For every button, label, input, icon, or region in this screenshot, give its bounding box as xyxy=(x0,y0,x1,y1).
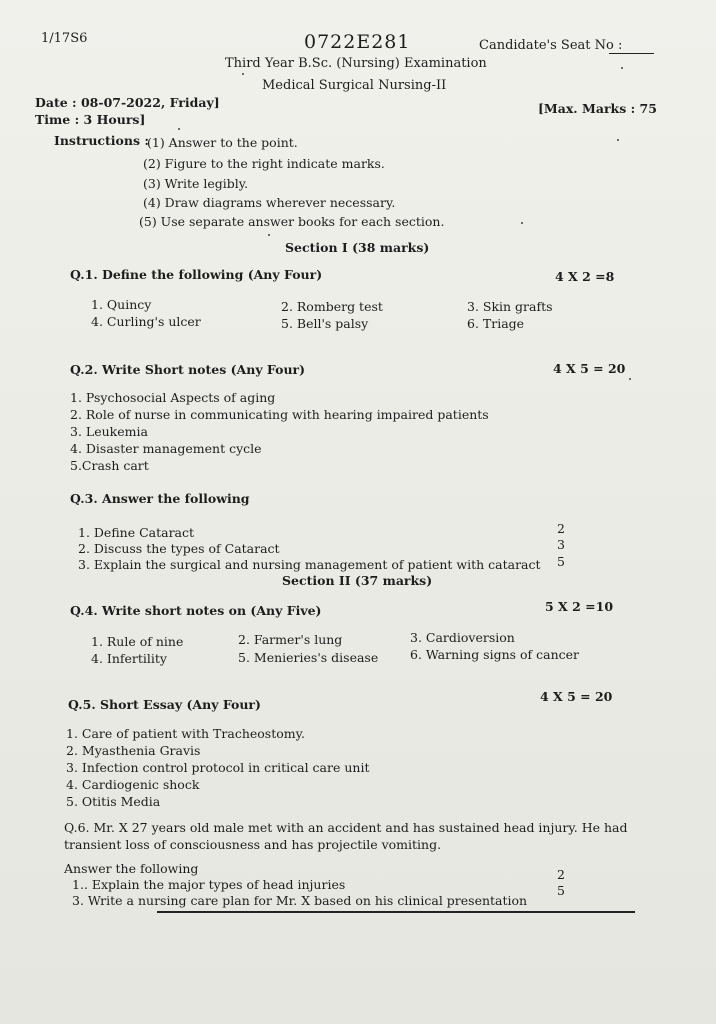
paper-speck xyxy=(521,222,523,224)
instructions-label: Instructions : xyxy=(54,133,149,148)
q2-title: Q.2. Write Short notes (Any Four) xyxy=(70,362,306,377)
paper-speck xyxy=(621,67,623,69)
paper-speck xyxy=(629,378,631,380)
q2-marks: 4 X 5 = 20 xyxy=(553,361,626,376)
q3-title: Q.3. Answer the following xyxy=(70,491,250,506)
q1-item: 3. Skin grafts xyxy=(467,299,553,314)
paper-code: 1/17S6 xyxy=(41,31,88,46)
seat-number-blank xyxy=(609,53,654,54)
q4-marks: 5 X 2 =10 xyxy=(545,599,614,614)
q5-item: 4. Cardiogenic shock xyxy=(66,777,200,792)
section-2-title: Section II (37 marks) xyxy=(282,573,433,588)
paper-speck xyxy=(178,128,180,130)
q1-item: 1. Quincy xyxy=(91,297,152,312)
q6-answer-label: Answer the following xyxy=(64,861,199,876)
q5-title: Q.5. Short Essay (Any Four) xyxy=(68,697,261,712)
q1-item: 5. Bell's palsy xyxy=(281,316,369,331)
course-title: Third Year B.Sc. (Nursing) Examination xyxy=(225,56,487,71)
end-of-paper-rule xyxy=(157,911,635,913)
instruction-item: (2) Figure to the right indicate marks. xyxy=(143,156,385,171)
q6-mark: 5 xyxy=(557,883,565,898)
q5-item: 5. Otitis Media xyxy=(66,794,161,809)
q4-title: Q.4. Write short notes on (Any Five) xyxy=(70,603,322,618)
q6-stem-line-2: transient loss of consciousness and has projectile vomiting. xyxy=(64,837,442,852)
q6-stem-line-1: Q.6. Mr. X 27 years old male met with an accident and has sustained head injury. He had xyxy=(64,820,628,835)
exam-code: 0722E281 xyxy=(304,31,411,53)
q3-item: 2. Discuss the types of Cataract xyxy=(78,541,280,556)
paper-speck xyxy=(617,139,619,141)
q3-item: 1. Define Cataract xyxy=(78,525,195,540)
q5-marks: 4 X 5 = 20 xyxy=(540,689,613,704)
q1-title: Q.1. Define the following (Any Four) xyxy=(70,267,323,282)
q5-item: 3. Infection control protocol in critical care unit xyxy=(66,760,370,775)
exam-date: Date : 08-07-2022, Friday] xyxy=(35,95,220,110)
q5-item: 2. Myasthenia Gravis xyxy=(66,743,201,758)
q6-mark: 2 xyxy=(557,867,565,882)
q4-item: 4. Infertility xyxy=(91,651,167,666)
section-1-title: Section I (38 marks) xyxy=(285,240,430,255)
q1-item: 6. Triage xyxy=(467,316,525,331)
q1-marks: 4 X 2 =8 xyxy=(555,269,615,284)
q4-item: 1. Rule of nine xyxy=(91,634,184,649)
q1-item: 4. Curling's ulcer xyxy=(91,314,201,329)
q5-item: 1. Care of patient with Tracheostomy. xyxy=(66,726,305,741)
instruction-item: (5) Use separate answer books for each section. xyxy=(139,214,445,229)
q6-item: 3. Write a nursing care plan for Mr. X based on his clinical presentation xyxy=(72,893,528,908)
paper-speck xyxy=(268,234,270,236)
instruction-item: (3) Write legibly. xyxy=(143,176,249,191)
q4-item: 2. Farmer's lung xyxy=(238,632,343,647)
q3-mark: 3 xyxy=(557,537,565,552)
q2-item: 1. Psychosocial Aspects of aging xyxy=(70,390,276,405)
paper-speck xyxy=(242,73,244,75)
exam-duration: Time : 3 Hours] xyxy=(35,112,146,127)
q4-item: 5. Menieries's disease xyxy=(238,650,379,665)
subject-title: Medical Surgical Nursing-II xyxy=(262,78,447,93)
q4-item: 6. Warning signs of cancer xyxy=(410,647,580,662)
q4-item: 3. Cardioversion xyxy=(410,630,515,645)
q3-item: 3. Explain the surgical and nursing management of patient with cataract xyxy=(78,557,541,572)
instruction-item: (1) Answer to the point. xyxy=(147,135,298,150)
seat-number-label: Candidate's Seat No : xyxy=(479,38,623,53)
q2-item: 3. Leukemia xyxy=(70,424,148,439)
q2-item: 5.Crash cart xyxy=(70,458,149,473)
instruction-item: (4) Draw diagrams wherever necessary. xyxy=(143,195,396,210)
q3-mark: 5 xyxy=(557,554,565,569)
max-marks: [Max. Marks : 75 xyxy=(538,101,657,116)
q1-item: 2. Romberg test xyxy=(281,299,383,314)
q3-mark: 2 xyxy=(557,521,565,536)
q2-item: 4. Disaster management cycle xyxy=(70,441,262,456)
q2-item: 2. Role of nurse in communicating with hearing impaired patients xyxy=(70,407,489,422)
q6-item: 1.. Explain the major types of head injuries xyxy=(72,877,346,892)
